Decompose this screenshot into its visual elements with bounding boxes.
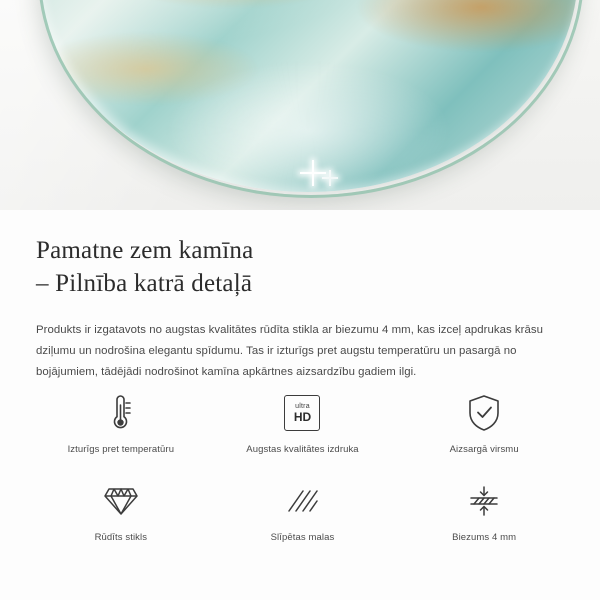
- feature-grid: [30, 392, 575, 554]
- feature-label: Izturīgs pret temperatūru: [67, 444, 175, 455]
- headline-line-2: – Pilnība katrā detaļā: [36, 270, 253, 297]
- feature-item-thickness: [393, 480, 575, 554]
- ultra-hd-badge-bottom: HD: [293, 410, 312, 424]
- thermometer-icon: [103, 392, 139, 434]
- shield-check-icon: [465, 392, 503, 434]
- diamond-icon: [101, 480, 141, 522]
- text-content: [0, 210, 600, 383]
- feature-label: Slīpētas malas: [270, 532, 335, 543]
- ultra-hd-badge-top: ultra: [295, 403, 310, 410]
- feature-label: Rūdīts stikls: [94, 532, 148, 543]
- feature-item-surface-protection: [393, 392, 575, 466]
- description-paragraph: Produkts ir izgatavots no augstas kvalitātes rūdīta stikla ar biezumu 4 mm, kas izceļ apdrukas krāsu dziļumu un nodrošina elegantu spīdumu. Tas ir izturīgs pret augstu temperatūru un pasargā no bojājumiem, tādējādi nodrošinot kamīna apkārtnes aizsardzību gadiem ilgi.: [36, 324, 544, 378]
- marble-glass-panel: [38, 0, 578, 192]
- feature-label: Biezums 4 mm: [452, 532, 517, 543]
- feature-item-print-quality: [212, 392, 394, 466]
- feature-item-tempered-glass: [30, 480, 212, 554]
- polished-edges-icon: [283, 480, 321, 522]
- feature-label: Aizsargā virsmu: [449, 444, 519, 455]
- ultra-hd-icon: [284, 392, 320, 434]
- headline-line-1: Pamatne zem kamīna: [36, 237, 254, 264]
- page-title: [36, 234, 556, 300]
- hero-image: [0, 0, 600, 210]
- thickness-icon: [464, 480, 504, 522]
- feature-label: Augstas kvalitātes izdruka: [246, 444, 359, 455]
- feature-item-polished-edges: [212, 480, 394, 554]
- feature-item-temperature: [30, 392, 212, 466]
